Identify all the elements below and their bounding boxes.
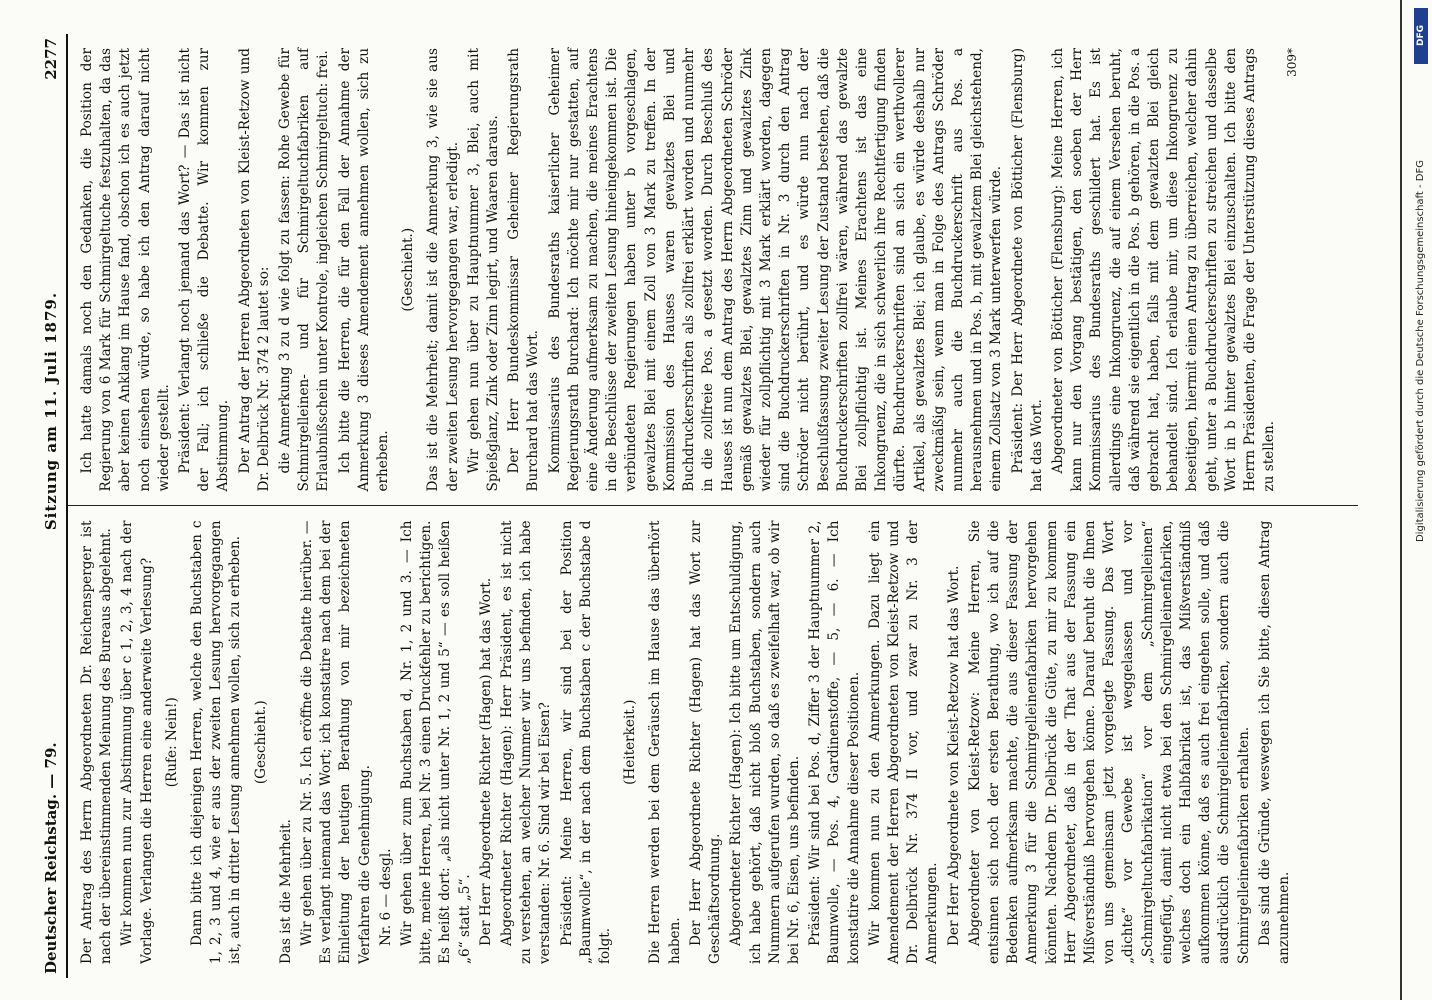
paragraph: (Geschieht.): [400, 227, 417, 312]
paragraph: Die Herren werden bei dem Geräusch im Hause das überhört haben.: [647, 520, 683, 964]
paragraph: (Geschieht.): [252, 700, 269, 785]
right-column: [68, 34, 1358, 506]
paragraph: Das sind die Gründe, weswegen ich Sie bitte, diesen Antrag anzunehmen.: [1256, 520, 1292, 964]
paragraph: Dann bitte ich diejenigen Herren, welche den Buchstaben c 1, 2, 3 und 4, wie er aus der zweiten Lesung hervorgegangen ist, auch in dritter Lesung annehmen wollen, sich zu erheben.: [189, 520, 244, 964]
digitization-credit: Digitalisierung gefördert durch die Deutsche Forschungsgemeinschaft - DFG: [1415, 160, 1426, 543]
paragraph: Abgeordneter von Kleist-Retzow: Meine Herren, Sie entsinnen sich noch der ersten Berathung, wo ich auf die Bedenken aufmerksam machte, die aus dieser Fassung der Anmerkung 3 für die Schmirgelleinenfabriken hervorgehen könnten. Nachdem Dr. Delbrück die Güte, zu mir zu kommen Herr Abgeordneter, daß in der That aus der Fassung ein Mißverständniß hervorgehen könne. Darauf beruht die Ihnen von uns gemeinsam jetzt vorgelegte Fassung. Das Wort „dichte“ vor Gewebe ist weggelassen und vor „Schmirgeltuchfabrikation“ vor dem „Schmirgelleinen“ eingefügt, damit nicht etwa bei den Schmirgelleinenfabriken, welches doch ein Halbfabrikat ist, das Mißverständniß aufkommen könne, daß es auch frei eingehen solle, und daß ausdrücklich die Schmirgelleinenfabriken, sondern auch die Schmirgelleinenfabriken erhalten.: [966, 520, 1252, 964]
dfg-logo: [1414, 8, 1428, 64]
page-header: [40, 34, 68, 978]
paragraph: Der Herr Abgeordnete Richter (Hagen) hat das Wort zur Geschäftsordnung.: [687, 520, 724, 964]
paragraph: Abgeordneter von Bötticher (Flensburg): Meine Herren, ich kann nur den Vorgang bestätigen, den soeben der Herr Kommissarius des Bundesraths geschildert hat. Es ist allerdings eine Inkongruenz, die auf einem Versehen beruht, daß während sie eigentlich in die Pos. b gehören, in die Pos. a gebracht hat, haben, falls mit dem gewalzten Blei gleich behandelt sind. Ich erlaube mir, um diese Inkongruenz zu beseitigen, hiermit einen Antrag zu überreichen, welcher dahin geht, unter a Buchdruckerschriften zu streichen und dasselbe Wort in b hinter gewalztes Blei einzuschalten. Ich bitte den Herrn Präsidenten, die Frage der Unterstützung dieses Antrags zu stellen.: [1049, 48, 1278, 492]
dfg-badge-label: DFG: [1416, 25, 1426, 47]
paragraph: Ich bitte die Herren, die für den Fall der Annahme der Anmerkung 3 dieses Amendement annehmen wollen, sich zu erheben.: [336, 48, 392, 492]
paragraph: die Anmerkung 3 zu d wie folgt zu fassen: Rohe Gewebe für Schmirgelleinen- und für Schmirgeltuchfabriken auf Erlaubnißschein unter Kontrole, ingleichen Schmirgeltuch: frei.: [277, 48, 332, 492]
paragraph: Das ist die Mehrheit; damit ist die Anmerkung 3, wie sie aus der zweiten Lesung hervorgegangen war, erledigt.: [425, 48, 461, 492]
left-column: [68, 506, 1358, 979]
header-left: Deutscher Reichstag. — 79.: [42, 742, 60, 974]
paragraph: (Rufe: Nein!): [163, 697, 180, 788]
paragraph: Nr. 6 — desgl.: [377, 848, 394, 946]
paragraph: Präsident: Verlangt noch jemand das Wort? — Das ist nicht der Fall; ich schließe die Debatte. Wir kommen zur Abstimmung.: [177, 48, 232, 492]
paragraph: Der Antrag der Herren Abgeordneten von Kleist-Retzow und Dr. Delbrück Nr. 374 2 lautet so:: [236, 48, 272, 492]
paragraph: Der Antrag des Herrn Abgeordneten Dr. Reichensperger ist nach der übereinstimmenden Meinung des Bureaus abgelehnt.: [79, 520, 115, 964]
paragraph: Abgeordneter Richter (Hagen): Herr Präsident, es ist nicht zu verstehen, an welcher Nummer wir uns befinden, ich habe verstanden: Nr. 6. Sind wir bei Eisen?: [499, 520, 554, 964]
paragraph: Präsident: Der Herr Abgeordnete von Bötticher (Flensburg) hat das Wort.: [1009, 48, 1045, 492]
signature-mark: 309*: [1285, 48, 1300, 77]
paragraph: Präsident: Wir sind bei Pos. d, Ziffer 3 der Hauptnummer 2, Baumwolle, — Pos. 4, Gardinenstoffe, — 5, — 6. — Ich konstatire die Annahme dieser Positionen.: [807, 520, 862, 964]
paragraph: Ich hatte damals noch den Gedanken, die Position der Regierung von 6 Mark für Schmirgeltuche festzuhalten, da das aber keinen Anklang im Hause fand, obschon ich es auch jetzt noch einsehen würde, so habe ich den Antrag darauf nicht wieder gestellt.: [79, 48, 172, 492]
paragraph: Kommissarius des Bundesraths kaiserlicher Geheimer Regierungsrath Burchard: Ich möchte mir nur gestatten, auf eine Änderung aufmerksam zu machen, die meines Erachtens in die Beschlüsse der zweiten Lesung hineingekommen ist. Die verbündeten Regierungen haben unter b vorgeschlagen, gewalztes Blei mit einem Zoll von 3 Mark zu treffen. In der Kommission des Hauses waren gewalztes Blei und Buchdruckerschriften als zollfrei erklärt worden und nunmehr in die zollfreie Pos. a gesetzt worden. Durch Beschluß des Hauses ist nun dem Antrag des Herrn Abgeordneten Schröder gemäß gewalztes Blei, gewalztes Zinn und gewalztes Zink wieder für zollpflichtig mit 3 Mark erklärt worden, dagegen sind die Buchdruckerschriften in Nr. 3 durch den Antrag Schröder nicht berührt, und es würde nun nach der Beschlußfassung zweiter Lesung der Zustand bestehen, daß die Buchdruckerschriften zollfrei wären, während das gewalzte Blei zollpflichtig ist. Meines Erachtens ist das eine Inkongruenz, die in sich schwerlich ihre Rechtfertigung finden dürfte. Buchdruckerschriften sind an sich ein werthvollerer Artikel, als gewalztes Blei; ich glaube, es würde deshalb nur zweckmäßig sein, wenn man in Folge des Antrags Schröder nunmehr auch die Buchdruckerschrift aus Pos. a herausnehmen und in Pos. b, mit gewalztem Blei gleichstehend, einem Zollsatz von 3 Mark unterwerfen würde.: [546, 48, 1005, 492]
page-number: 2277: [42, 38, 60, 80]
paragraph: Der Herr Abgeordnete Richter (Hagen) hat das Wort.: [477, 577, 494, 946]
paragraph: Der Herr Bundeskommissar Geheimer Regierungsrath Burchard hat das Wort.: [506, 48, 542, 492]
paragraph: Das ist die Mehrheit.: [277, 819, 294, 964]
paragraph: Der Herr Abgeordnete von Kleist-Retzow hat das Wort.: [945, 565, 962, 946]
paragraph: Abgeordneter Richter (Hagen): Ich bitte um Entschuldigung, ich habe gehört, daß nicht bloß Buchstaben, sondern auch Nummern aufgerufen wurden, so daß es zweifelhaft war, ob wir bei Nr. 6, Eisen, uns befinden.: [728, 520, 802, 964]
paragraph: Präsident: Meine Herren, wir sind bei der Position „Baumwolle“, in der nach dem Buchstaben c der Buchstabe d folgt.: [558, 520, 614, 964]
page-edge-divider: [1400, 0, 1402, 1000]
text-columns: [68, 34, 1358, 978]
paragraph: Wir kommen nun zur Abstimmung über c 1, 2, 3, 4 nach der Vorlage. Verlangen die Herren eine anderweite Verlesung?: [119, 520, 155, 964]
paragraph: Wir gehen nun über zu Hauptnummer 3, Blei, auch mit Spießglanz, Zink oder Zinn legirt, und Waaren daraus.: [465, 48, 502, 492]
paragraph: Wir gehen über zum Buchstaben d, Nr. 1, 2 und 3. — Ich bitte, meine Herren, bei Nr. 3 einen Druckfehler zu berichtigen. Es heißt dort: „als nicht unter Nr. 1, 2 und 5“ — es soll heißen „6“ statt „5“.: [399, 520, 473, 964]
paragraph: Wir gehen über zu Nr. 5. Ich eröffne die Debatte hierüber. — Es verlangt niemand das Wort; ich konstatire nach dem bei der Einleitung der heutigen Berathung von mir bezeichneten Verfahren die Genehmigung.: [299, 520, 373, 964]
paragraph: Wir kommen nun zu den Anmerkungen. Dazu liegt ein Amendement der Herren Abgeordneten von Kleist-Retzow und Dr. Delbrück Nr. 374 II vor, und zwar zu Nr. 3 der Anmerkungen.: [866, 520, 941, 964]
header-center: Sitzung am 11. Juli 1879.: [42, 291, 60, 531]
paragraph: (Heiterkeit.): [622, 699, 639, 785]
